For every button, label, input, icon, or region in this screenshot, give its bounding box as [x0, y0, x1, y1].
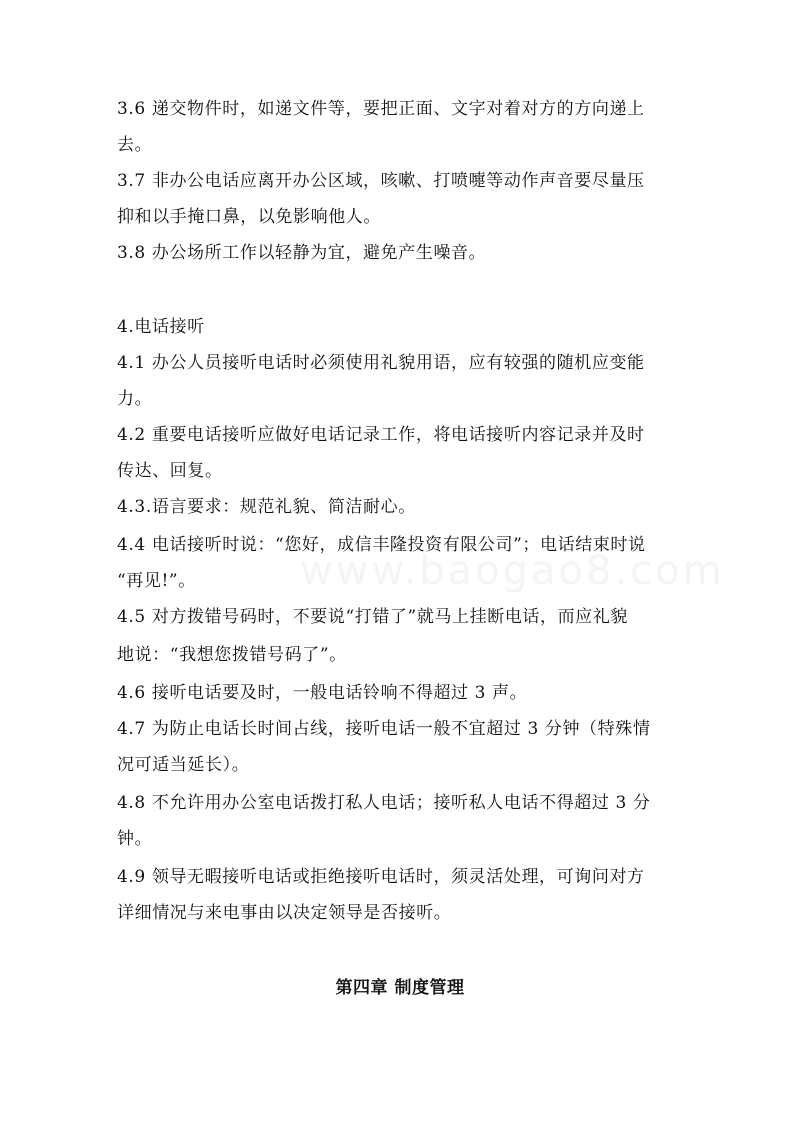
text-line-3-7: 3.7 非办公电话应离开办公区域，咳嗽、打喷嚏等动作声音要尽量压: [117, 171, 645, 191]
text-line-4-4-cont: “再见!”。: [117, 571, 196, 591]
text-line-4-1-cont: 力。: [117, 389, 153, 409]
text-line-4-2: 4.2 重要电话接听应做好电话记录工作，将电话接听内容记录并及时: [117, 425, 645, 445]
text-line-4-9-cont: 详细情况与来电事由以决定领导是否接听。: [117, 903, 452, 923]
text-line-3-6: 3.6 递交物件时，如递文件等，要把正面、文字对着对方的方向递上: [117, 99, 645, 119]
text-line-4-5: 4.5 对方拨错号码时，不要说“打错了”就马上挂断电话，而应礼貌: [117, 607, 629, 627]
text-line-4-6: 4.6 接听电话要及时，一般电话铃响不得超过 3 声。: [117, 683, 528, 703]
text-line-4-9: 4.9 领导无暇接听电话或拒绝接听电话时，须灵活处理，可询问对方: [117, 867, 645, 887]
text-line-4-7-cont: 况可适当延长）。: [117, 755, 250, 775]
text-line-4-8-cont: 钟。: [117, 829, 153, 849]
text-line-4-5-cont: 地说：“我想您拨错号码了”。: [117, 645, 347, 665]
text-line-4-1: 4.1 办公人员接听电话时必须使用礼貌用语，应有较强的随机应变能: [117, 353, 645, 373]
text-line-4-8: 4.8 不允许用办公室电话拨打私人电话；接听私人电话不得超过 3 分: [117, 793, 651, 813]
section-heading-4: 4.电话接听: [117, 317, 205, 337]
text-line-4-7: 4.7 为防止电话长时间占线，接听电话一般不宜超过 3 分钟（特殊情: [117, 719, 651, 739]
watermark: www.baogao8.com: [300, 548, 725, 594]
text-line-3-8: 3.8 办公场所工作以轻静为宜，避免产生噪音。: [117, 243, 487, 263]
chapter-title: 第四章 制度管理: [335, 978, 465, 998]
text-line-4-4: 4.4 电话接听时说：“您好，成信丰隆投资有限公司”；电话结束时说: [117, 535, 646, 555]
text-line-3-6-cont: 去。: [117, 135, 153, 155]
text-line-4-2-cont: 传达、回复。: [117, 461, 223, 481]
text-line-3-7-cont: 抑和以手掩口鼻，以免影响他人。: [117, 207, 381, 227]
text-line-4-3: 4.3.语言要求：规范礼貌、简洁耐心。: [117, 497, 416, 517]
